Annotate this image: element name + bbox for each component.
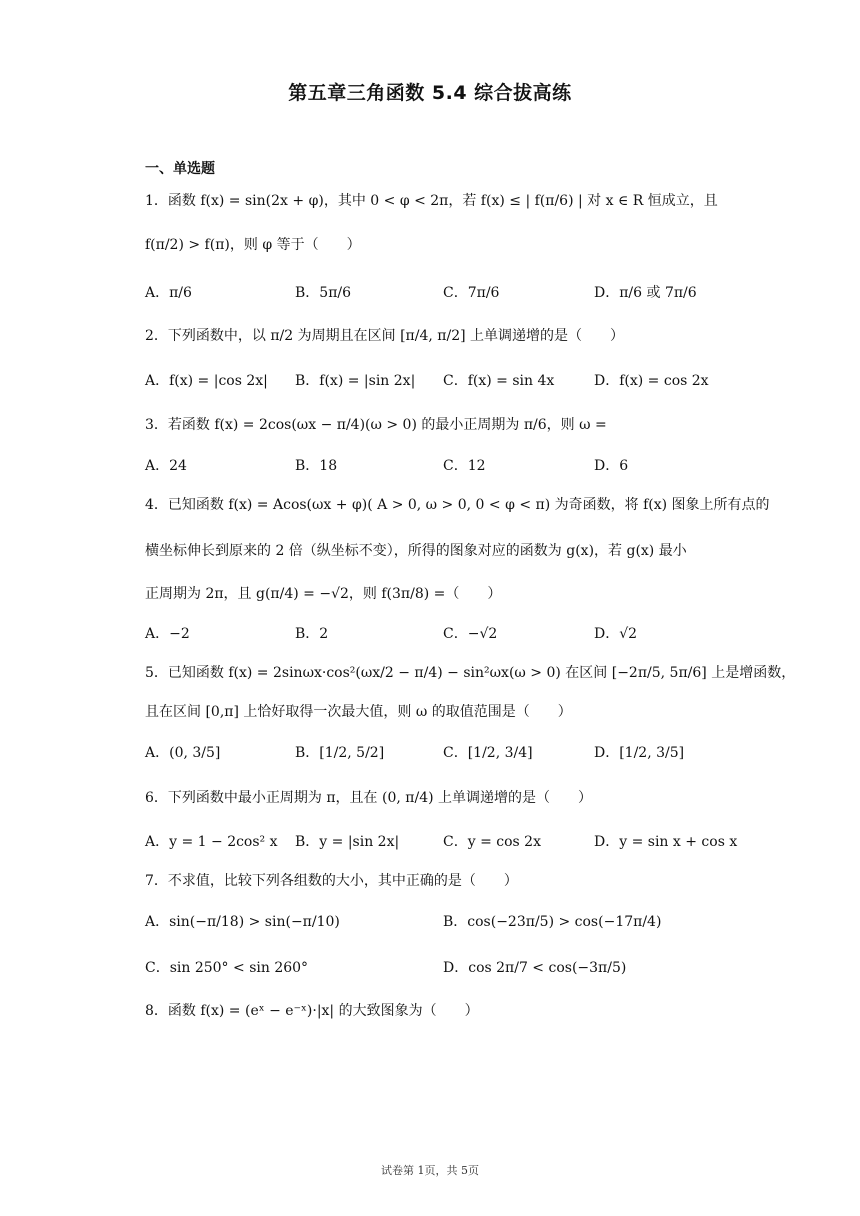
q8-stem: 8．函数 f(x) = (eˣ − e⁻ˣ)·|x| 的大致图象为（ ） [145, 1003, 479, 1019]
q7-option-d[interactable]: D．cos 2π/7 < cos(−3π/5) [443, 960, 627, 976]
q3-stem: 3．若函数 f(x) = 2cos(ωx − π/4)(ω > 0) 的最小正周期为 π/6，则 ω = [145, 417, 607, 433]
section-heading: 一、单选题 [145, 161, 215, 177]
q4-option-b[interactable]: B．2 [295, 626, 329, 642]
q4-option-d[interactable]: D．√2 [594, 626, 638, 642]
q3-option-c[interactable]: C．12 [443, 458, 486, 474]
q2-option-b[interactable]: B．f(x) = |sin 2x| [295, 373, 416, 389]
q2-stem: 2．下列函数中，以 π/2 为周期且在区间 [π/4, π/2] 上单调递增的是（ ） [145, 328, 625, 344]
q5-option-a[interactable]: A．(0, 3/5] [145, 745, 221, 761]
q7-option-b[interactable]: B．cos(−23π/5) > cos(−17π/4) [443, 914, 662, 930]
q3-option-b[interactable]: B．18 [295, 458, 338, 474]
q1-stem-line-1: 1．函数 f(x) = sin(2x + φ)，其中 0 < φ < 2π，若 f(x) ≤ | f(π/6) | 对 x ∈ R 恒成立，且 [145, 193, 718, 209]
q1-option-b[interactable]: B．5π/6 [295, 285, 352, 301]
q1-stem-line-2: f(π/2) > f(π)，则 φ 等于（ ） [145, 237, 361, 253]
q6-option-a[interactable]: A．y = 1 − 2cos² x [145, 834, 278, 850]
q7-option-c[interactable]: C．sin 250° < sin 260° [145, 960, 309, 976]
q7-option-a[interactable]: A．sin(−π/18) > sin(−π/10) [145, 914, 340, 930]
q5-stem-line-1: 5．已知函数 f(x) = 2sinωx·cos²(ωx/2 − π/4) − sin²ωx(ω > 0) 在区间 [−2π/5, 5π/6] 上是增函数， [145, 665, 796, 681]
q6-option-b[interactable]: B．y = |sin 2x| [295, 834, 400, 850]
page-title: 第五章三角函数 5.4 综合拔高练 [288, 82, 572, 104]
q6-option-d[interactable]: D．y = sin x + cos x [594, 834, 738, 850]
q3-option-a[interactable]: A．24 [145, 458, 187, 474]
q3-option-d[interactable]: D．6 [594, 458, 629, 474]
q4-option-c[interactable]: C．−√2 [443, 626, 498, 642]
q6-option-c[interactable]: C．y = cos 2x [443, 834, 541, 850]
page-footer: 试卷第 1页，共 5页 [381, 1164, 479, 1177]
q1-option-a[interactable]: A．π/6 [145, 285, 192, 301]
q1-option-c[interactable]: C．7π/6 [443, 285, 500, 301]
q6-stem: 6．下列函数中最小正周期为 π，且在 (0, π/4) 上单调递增的是（ ） [145, 790, 593, 806]
q2-option-d[interactable]: D．f(x) = cos 2x [594, 373, 709, 389]
q5-option-d[interactable]: D．[1/2, 3/5] [594, 745, 685, 761]
q4-stem-line-3: 正周期为 2π，且 g(π/4) = −√2，则 f(3π/8) =（ ） [145, 586, 502, 602]
q4-stem-line-1: 4．已知函数 f(x) = Acos(ωx + φ)( A > 0, ω > 0, 0 < φ < π) 为奇函数，将 f(x) 图象上所有点的 [145, 497, 770, 513]
q5-option-b[interactable]: B．[1/2, 5/2] [295, 745, 385, 761]
q5-stem-line-2: 且在区间 [0,π] 上恰好取得一次最大值，则 ω 的取值范围是（ ） [145, 704, 572, 720]
q7-stem: 7．不求值，比较下列各组数的大小，其中正确的是（ ） [145, 873, 518, 889]
q4-stem-line-2: 横坐标伸长到原来的 2 倍（纵坐标不变），所得的图象对应的函数为 g(x)，若 g(x) 最小 [145, 543, 687, 559]
q4-option-a[interactable]: A．−2 [145, 626, 190, 642]
q2-option-c[interactable]: C．f(x) = sin 4x [443, 373, 555, 389]
q1-option-d[interactable]: D．π/6 或 7π/6 [594, 285, 697, 301]
q2-option-a[interactable]: A．f(x) = |cos 2x| [145, 373, 268, 389]
q5-option-c[interactable]: C．[1/2, 3/4] [443, 745, 533, 761]
